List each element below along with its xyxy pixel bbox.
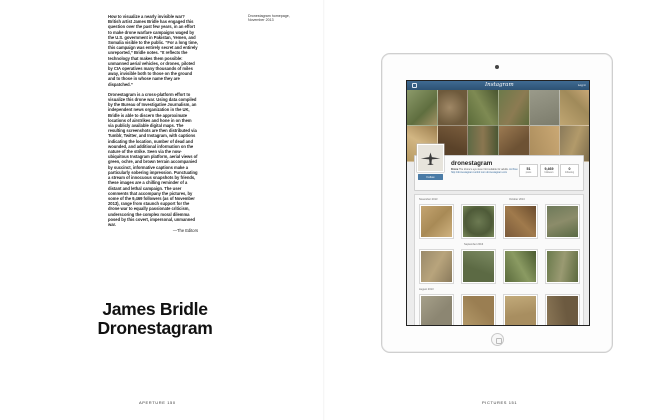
stat-label: posts (525, 171, 532, 174)
photo-thumbnail[interactable] (503, 249, 538, 284)
caption-line-2: November 2013 (248, 18, 274, 23)
month-label: October 2013 (509, 198, 525, 201)
profile-username: dronestagram (451, 160, 493, 167)
photo-thumbnail[interactable] (545, 294, 580, 326)
instagram-header (407, 81, 590, 90)
stat-label: following (565, 171, 574, 174)
photo-image (547, 206, 578, 237)
month-label: September 2013 (464, 243, 484, 246)
stat-followers[interactable] (540, 164, 559, 177)
stat-label: followers (544, 171, 554, 174)
page-gutter (323, 0, 325, 420)
photo-image (421, 296, 452, 326)
mosaic-tile (560, 90, 590, 126)
photo-thumbnail[interactable] (419, 249, 454, 284)
headline-artist: James Bridle (102, 299, 208, 319)
photo-row (419, 294, 580, 326)
home-button[interactable] (491, 333, 504, 346)
mosaic-tile (499, 90, 530, 126)
photo-thumbnail[interactable] (461, 204, 496, 239)
mosaic-tile (438, 90, 469, 126)
mosaic-tile (530, 90, 561, 126)
stat-number: 9,469 (544, 167, 554, 171)
month-label: August 2013 (419, 288, 434, 291)
profile-stats (519, 164, 579, 177)
profile-bio (451, 168, 523, 174)
photo-image (463, 206, 494, 237)
photo-row (419, 249, 580, 284)
photo-thumbnail[interactable] (461, 249, 496, 284)
month-label: November 2013 (419, 198, 438, 201)
photo-image (547, 251, 578, 282)
photo-thumbnail[interactable] (503, 204, 538, 239)
caption-line-1: Dronestagram homepage, (248, 14, 290, 18)
photo-image (505, 296, 536, 326)
stat-number: 51 (526, 167, 531, 171)
follow-button[interactable]: Follow (418, 174, 443, 180)
photo-image (547, 296, 578, 326)
mosaic-tile (468, 90, 499, 126)
folio-left: APERTURE 150 (139, 400, 176, 405)
body-text-column (108, 14, 198, 233)
photo-image (421, 206, 452, 237)
instagram-camera-icon[interactable] (412, 83, 417, 88)
folio-right: PICTURES 151 (482, 400, 518, 405)
stat-following[interactable] (560, 164, 579, 177)
photo-image (421, 251, 452, 282)
stat-posts[interactable] (519, 164, 538, 177)
intro-paragraph: How to visualize a nearly invisible war? British artist James Bridle has engaged this question over the past few years, in an effort to make drone warfare campaigns waged by the U.S. government in Pakistan, Yemen, and Somalia visible to the public. “For a long time, this campaign was entirely secret and entirely unreported,” Bridle notes. “It reflects the technology that makes them possible: unmanned aerial vehicles, or drones, piloted by CIA operatives many thousands of miles away, invisible both to those on the ground and to those in whose name they are dispatched.” (108, 14, 198, 87)
image-caption (248, 14, 308, 23)
headline-project: Dronestagram (97, 318, 213, 338)
photo-thumbnail[interactable] (419, 204, 454, 239)
profile-card (414, 155, 584, 191)
photo-thumbnail[interactable] (461, 294, 496, 326)
ipad-device (381, 53, 613, 353)
mosaic-tile (407, 90, 438, 126)
drone-icon (418, 145, 443, 171)
photo-thumbnail[interactable] (503, 294, 538, 326)
editors-credit: —The Editors (172, 227, 198, 233)
stat-number: 0 (568, 167, 571, 171)
camera-icon (495, 65, 499, 69)
ipad-screen (406, 80, 590, 326)
avatar (417, 144, 444, 172)
photo-row (419, 204, 580, 239)
photo-thumbnail[interactable] (545, 249, 580, 284)
photo-feed (414, 194, 584, 326)
article-headline (90, 300, 220, 338)
bio-name: Drone (451, 168, 459, 171)
bio-text: The drone's eye view. Not suitable for adults. (458, 168, 509, 171)
instagram-logo[interactable]: Instagram (485, 82, 514, 89)
photo-thumbnail[interactable] (545, 204, 580, 239)
photo-image (463, 296, 494, 326)
photo-image (505, 251, 536, 282)
photo-thumbnail[interactable] (419, 294, 454, 326)
photo-image (463, 251, 494, 282)
body-paragraph: Dronestagram is a cross-platform effort to visualize this drone war. Using data compiled by the Bureau of Investigative Journalism, an independent news organization in the UK, Bridle is able to discern the approximate locations of airstrikes and hone in on them via publicly available digital maps. The resulting screenshots are then distributed via Tumblr, Twitter, and Instagram, with captions indicating the location, number of dead and wounded, and additional information on the nature of the strike. Seen via the now-ubiquitous Instagram platform, aerial views of green, ochre, and brown terrain accompanied by succinct, informative captions make a particularly sobering impression. Punctuating a stream of innocuous snapshots by friends, these images are a chilling reminder of a distant and lethal campaign. The user comments that accompany the pictures, by some of the 9,469 followers (as of November 2013), range from staunch support for the drone war to equally passionate criticism, underscoring the complex moral dilemma posed by this covert, impersonal, unmanned war. (108, 91, 198, 227)
login-link[interactable]: Log in (577, 83, 586, 88)
photo-image (505, 206, 536, 237)
bio-link[interactable]: Archive: http://dronestagram.tumblr.com dronestagram.com (451, 168, 519, 175)
